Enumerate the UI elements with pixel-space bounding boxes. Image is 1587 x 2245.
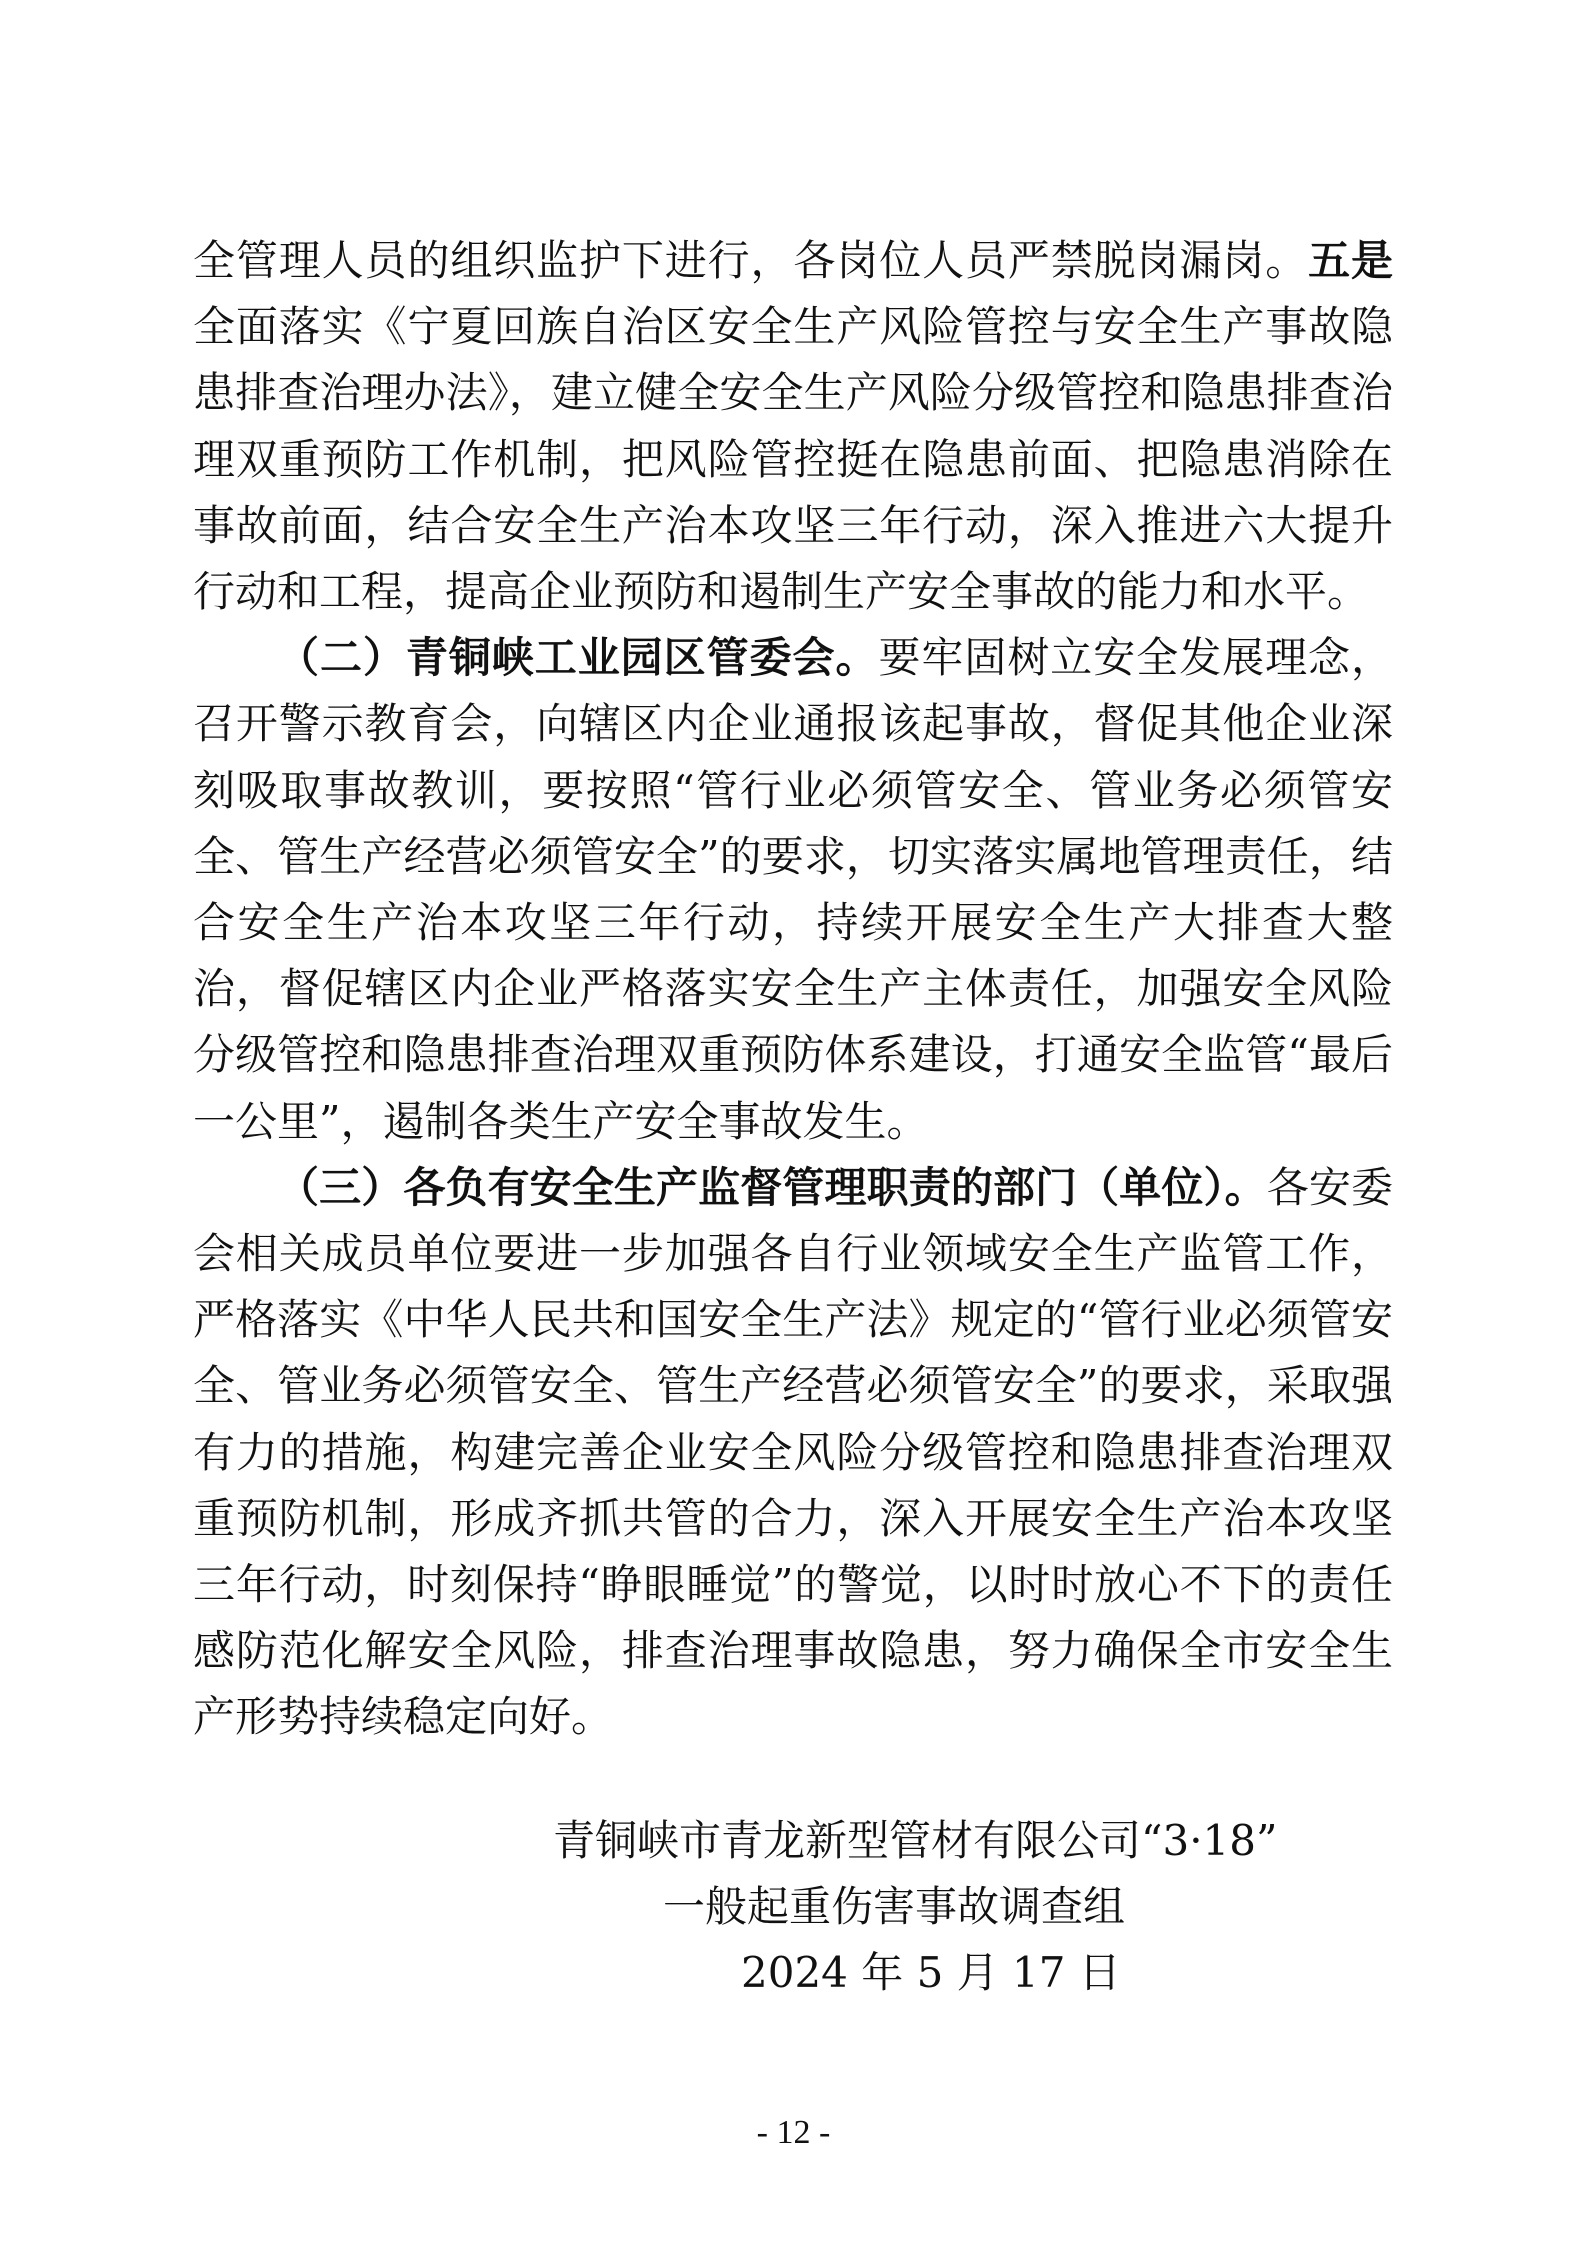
section-heading-3: （三）各负有安全生产监督管理职责的部门（单位）。 xyxy=(277,1162,1267,1212)
page-number: - 12 - xyxy=(756,2114,831,2151)
section-heading-2: （二）青铜峡工业园区管委会。 xyxy=(277,633,879,683)
paragraph-text: 全面落实《宁夏回族自治区安全生产风险管控与安全生产事故隐患排查治理办法》，建立健全安全生产风险分级管控和隐患排查治理双重预防工作机制，把风险管控挺在隐患前面、把隐患消除在事故前面，结合安全生产治本攻坚三年行动，深入推进六大提升行动和工程，提高企业预防和遏制生产安全事故的能力和水平。 xyxy=(193,302,1393,617)
paragraph-industrial-park xyxy=(193,625,1393,1155)
paragraph-text: 要牢固树立安全发展理念，召开警示教育会，向辖区内企业通报该起事故，督促其他企业深刻吸取事故教训，要按照“管行业必须管安全、管业务必须管安全、管生产经营必须管安全”的要求，切实落实属地管理责任，结合安全生产治本攻坚三年行动，持续开展安全生产大排查大整治，督促辖区内企业严格落实安全生产主体责任，加强安全风险分级管控和隐患排查治理双重预防体系建设，打通安全监管“最后一公里”，遏制各类生产安全事故发生。 xyxy=(193,633,1393,1146)
paragraph-continuation xyxy=(193,228,1393,625)
body-text xyxy=(193,228,1393,1751)
signature-org-line: 青铜峡市青龙新型管材有限公司“3·18” xyxy=(553,1816,1278,1865)
emphasis-five: 五是 xyxy=(1308,236,1393,285)
signature-group-line: 一般起重伤害事故调查组 xyxy=(663,1882,1126,1931)
paragraph-text: 全管理人员的组织监护下进行，各岗位人员严禁脱岗漏岗。 xyxy=(193,236,1309,285)
signature-date: 2024 年 5 月 17 日 xyxy=(741,1948,1121,1997)
paragraph-supervision-departments xyxy=(193,1155,1393,1751)
paragraph-text: 各安委会相关成员单位要进一步加强各自行业领域安全生产监管工作，严格落实《中华人民共和国安全生产法》规定的“管行业必须管安全、管业务必须管安全、管生产经营必须管安全”的要求，采取强有力的措施，构建完善企业安全风险分级管控和隐患排查治理双重预防机制，形成齐抓共管的合力，深入开展安全生产治本攻坚三年行动，时刻保持“睁眼睡觉”的警觉，以时时放心不下的责任感防范化解安全风险，排查治理事故隐患，努力确保全市安全生产形势持续稳定向好。 xyxy=(193,1162,1393,1742)
